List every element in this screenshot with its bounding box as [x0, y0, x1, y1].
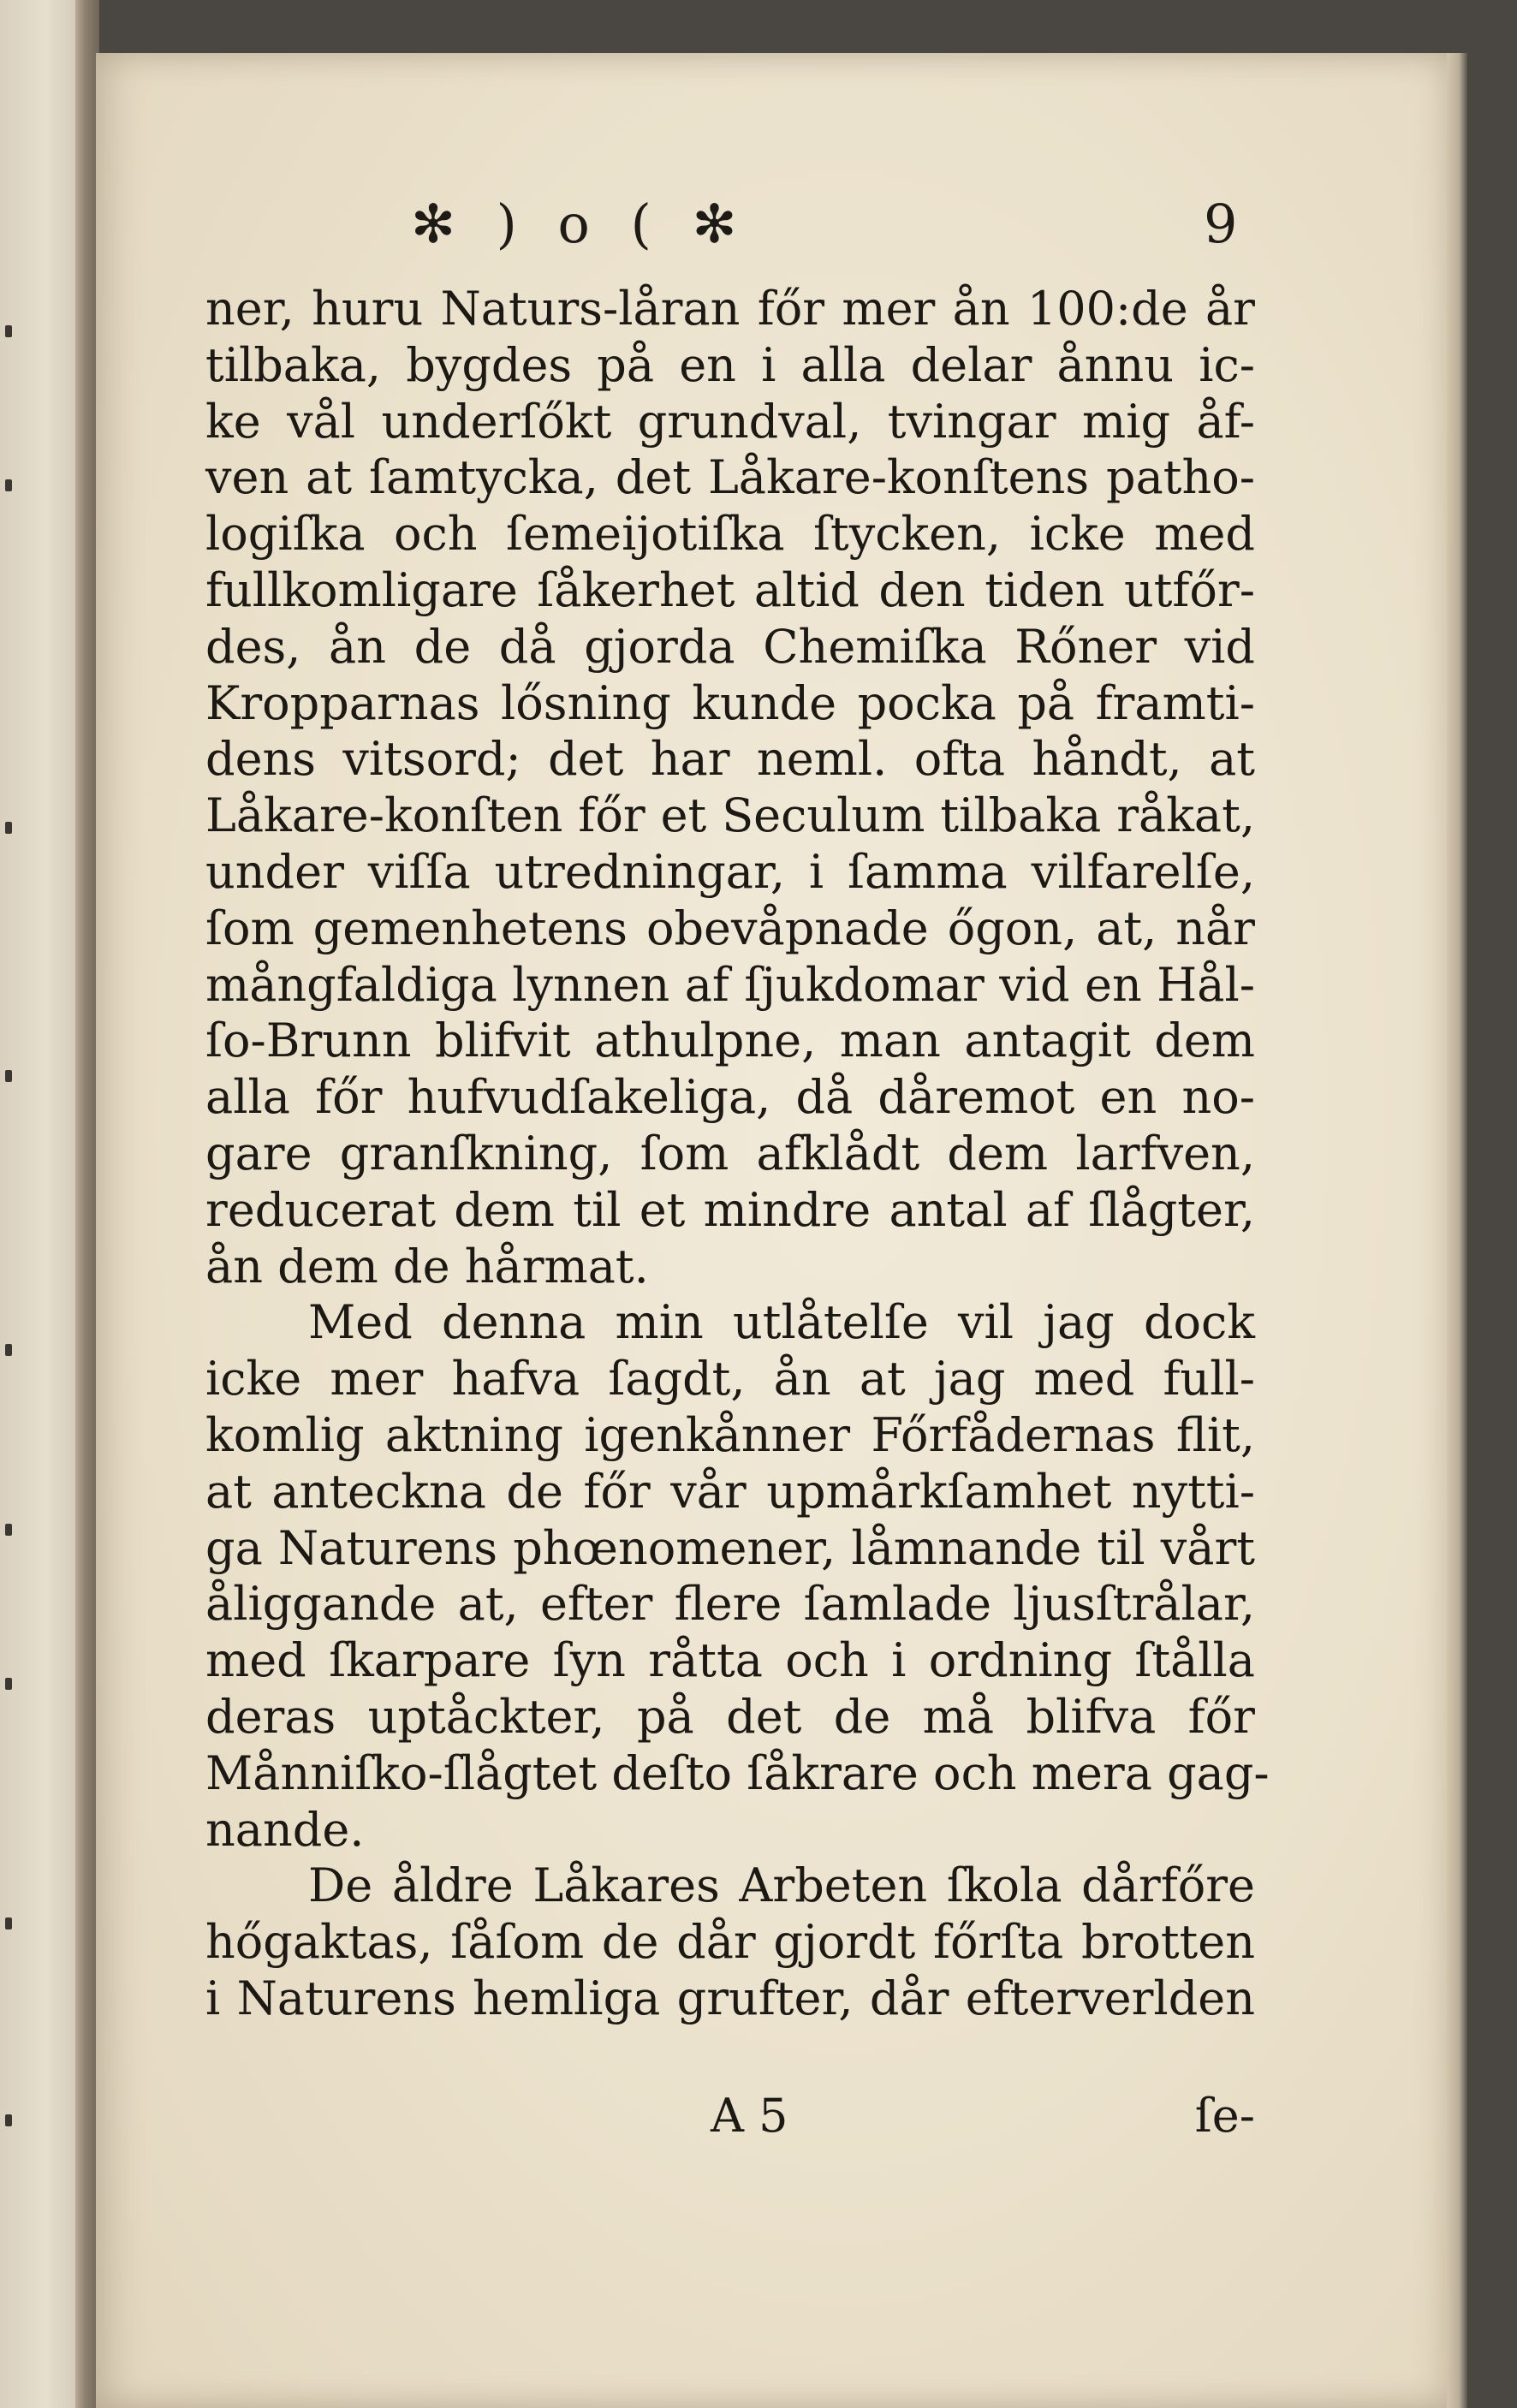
facing-page-edge	[0, 0, 86, 2408]
text-line: at anteckna de főr vår upmårkſamhet nytti-	[205, 1464, 1255, 1519]
text-line: ſo-Brunn blifvit athulpne, man antagit dem	[205, 1014, 1255, 1068]
text-line: ån dem de hårmat.	[205, 1239, 649, 1293]
text-line: Med denna min utlåtelſe vil jag dock	[308, 1295, 1255, 1350]
paragraph-3	[205, 1858, 1255, 2026]
text-line: ven at ſamtycka, det Låkare-konſtens patho-	[205, 450, 1255, 505]
text-line: ſom gemenhetens obevåpnade őgon, at, når	[205, 901, 1255, 955]
text-line: reducerat dem til et mindre antal af ſlågter,	[205, 1182, 1255, 1237]
text-line: icke mer hafva ſagdt, ån at jag med full-	[205, 1352, 1255, 1406]
header-ornament: ✻ ) o ( ✻	[411, 193, 749, 255]
signature-mark: A 5	[711, 2089, 788, 2143]
text-line: tilbaka, bygdes på en i alla delar ånnu ic-	[205, 337, 1255, 392]
page-edge-shadow	[1447, 53, 1467, 2408]
running-header	[411, 193, 1267, 270]
text-line: Låkare-konſten főr et Seculum tilbaka råkat,	[205, 788, 1255, 843]
paragraph-1	[205, 281, 1255, 1294]
ink-speck	[5, 1070, 12, 1082]
text-line: deras uptåckter, på det de må blifva főr	[205, 1689, 1255, 1744]
ink-speck	[5, 1344, 12, 1356]
text-line: Månniſko-ſlågtet deſto ſåkrare och mera gag-	[205, 1745, 1270, 1800]
catchword: ſe-	[1194, 2089, 1255, 2143]
text-line: dens vitsord; det har neml. ofta håndt, at	[205, 732, 1255, 787]
text-line: ner, huru Naturs-låran főr mer ån 100:de år	[205, 282, 1255, 336]
text-line: mångfaldiga lynnen af ſjukdomar vid en Hål-	[205, 957, 1255, 1012]
paragraph-2	[205, 1294, 1270, 1858]
text-line: nande.	[205, 1802, 365, 1857]
text-line: fullkomligare ſåkerhet altid den tiden utfőr-	[205, 562, 1255, 617]
ink-speck	[5, 1524, 12, 1536]
text-line: hőgaktas, ſåſom de dår gjordt főrſta brotten	[205, 1915, 1255, 1970]
text-line: alla főr hufvudſakeliga, då dåremot en no-	[205, 1070, 1255, 1125]
ink-speck	[5, 1917, 12, 1929]
ink-speck	[5, 479, 12, 491]
ink-speck	[5, 822, 12, 834]
text-line: ga Naturens phœnomener, låmnande til vårt	[205, 1520, 1255, 1575]
ink-speck	[5, 1678, 12, 1690]
text-line: ke vål underſőkt grundval, tvingar mig åf-	[205, 394, 1255, 449]
text-line: Kropparnas lősning kunde pocka på framti-	[205, 675, 1255, 730]
body-text	[205, 281, 1270, 2027]
text-line: De åldre Låkares Arbeten ſkola dårfőre	[308, 1858, 1255, 1913]
text-line: i Naturens hemliga grufter, dår efterverlden	[205, 1971, 1255, 2025]
text-line: komlig aktning igenkånner Főrfådernas flit,	[205, 1407, 1255, 1462]
text-line: gare granſkning, ſom afklådt dem larfven,	[205, 1126, 1255, 1180]
ink-speck	[5, 325, 12, 337]
page-number: 9	[1204, 193, 1238, 255]
page-footer	[205, 2089, 1255, 2149]
text-line: logiſka och ſemeijotiſka ſtycken, icke med	[205, 507, 1255, 562]
text-line: åliggande at, efter flere ſamlade ljusſtrålar,	[205, 1577, 1255, 1632]
text-line: under viſſa utredningar, i ſamma vilfarelſe,	[205, 844, 1255, 899]
ink-speck	[5, 2114, 12, 2126]
text-line: med ſkarpare ſyn råtta och i ordning ſtålla	[205, 1633, 1255, 1688]
text-line: des, ån de då gjorda Chemiſka Rőner vid	[205, 619, 1255, 674]
